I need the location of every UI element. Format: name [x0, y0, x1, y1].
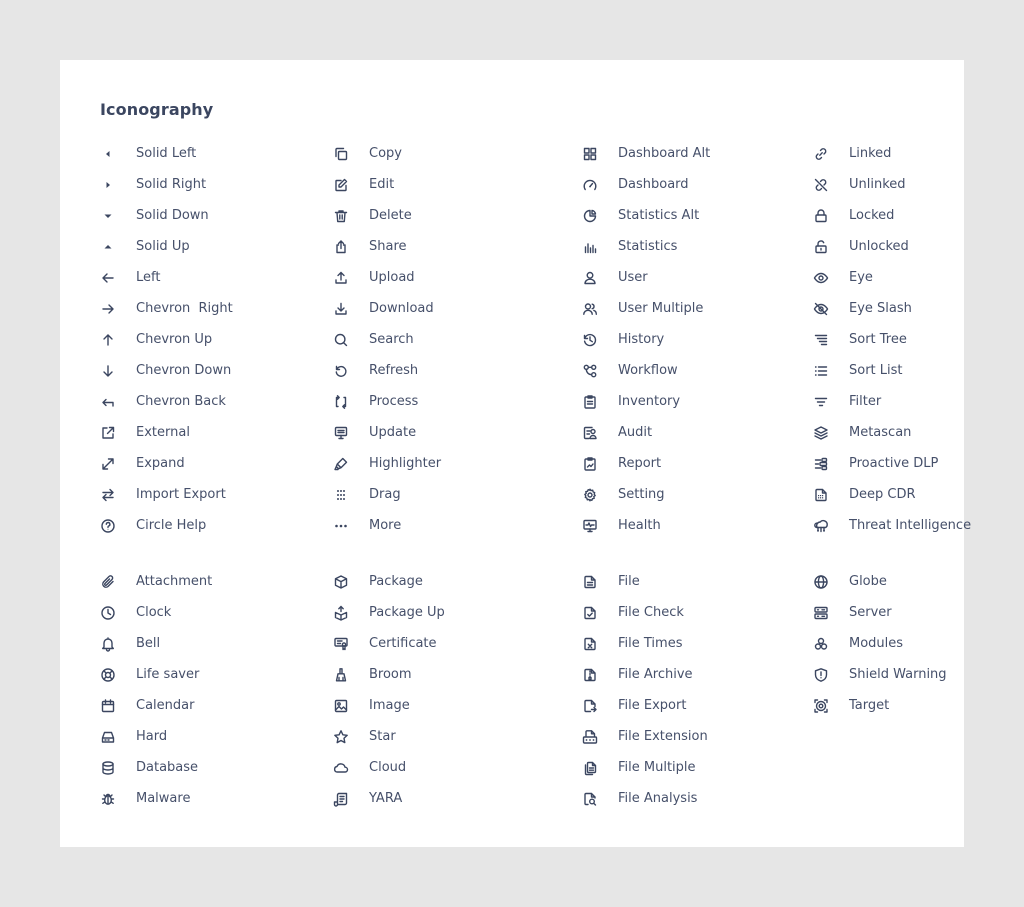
file-multiple-icon [582, 760, 598, 776]
inventory-icon [582, 394, 598, 410]
icon-section-objects-files [100, 566, 973, 814]
certificate-icon [333, 636, 349, 652]
icon-label: Database [136, 760, 199, 775]
icon-label: Hard [136, 729, 168, 744]
icon-label: Search [369, 332, 414, 347]
icon-item-threat-intelligence [813, 510, 973, 541]
threat-intelligence-icon [813, 518, 829, 534]
icon-label: History [618, 332, 665, 347]
clock-icon [100, 605, 116, 621]
icon-label: External [136, 425, 190, 440]
attachment-icon [100, 574, 116, 590]
icon-label: Edit [369, 177, 395, 192]
icon-label: Filter [849, 394, 882, 409]
workflow-icon [582, 363, 598, 379]
icon-item-update [333, 417, 582, 448]
icon-item-search [333, 324, 582, 355]
icon-label: Shield Warning [849, 667, 947, 682]
upload-icon [333, 270, 349, 286]
icon-label: Dashboard [618, 177, 689, 192]
icon-item-cloud [333, 752, 582, 783]
icon-item-linked [813, 138, 973, 169]
icon-label: File Extension [618, 729, 708, 744]
report-icon [582, 456, 598, 472]
icon-label: Target [849, 698, 890, 713]
icon-item-attachment [100, 566, 333, 597]
icon-item-copy [333, 138, 582, 169]
icon-item-delete [333, 200, 582, 231]
search-icon [333, 332, 349, 348]
icon-item-statistics [582, 231, 813, 262]
modules-icon [813, 636, 829, 652]
icon-label: Metascan [849, 425, 912, 440]
icon-item-file-times [582, 628, 813, 659]
icon-item-clock [100, 597, 333, 628]
arrow-down-icon [100, 363, 116, 379]
icon-item-life-saver [100, 659, 333, 690]
file-export-icon [582, 698, 598, 714]
icon-column [333, 138, 582, 541]
icon-item-solid-left [100, 138, 333, 169]
icon-item-dashboard-alt [582, 138, 813, 169]
icon-item-malware [100, 783, 333, 814]
icon-item-star [333, 721, 582, 752]
import-export-icon [100, 487, 116, 503]
icon-item-globe [813, 566, 973, 597]
dashboard-alt-icon [582, 146, 598, 162]
icon-item-sort-tree [813, 324, 973, 355]
statistics-alt-icon [582, 208, 598, 224]
file-analysis-icon [582, 791, 598, 807]
icon-item-eye [813, 262, 973, 293]
icon-item-file-export [582, 690, 813, 721]
icon-item-modules [813, 628, 973, 659]
icon-label: Import Export [136, 487, 226, 502]
arrow-up-icon [100, 332, 116, 348]
statistics-icon [582, 239, 598, 255]
icon-item-refresh [333, 355, 582, 386]
refresh-icon [333, 363, 349, 379]
circle-help-icon [100, 518, 116, 534]
eye-slash-icon [813, 301, 829, 317]
eye-icon [813, 270, 829, 286]
icon-item-package [333, 566, 582, 597]
icon-item-broom [333, 659, 582, 690]
icon-label: Solid Down [136, 208, 209, 223]
user-icon [582, 270, 598, 286]
update-icon [333, 425, 349, 441]
external-icon [100, 425, 116, 441]
icon-label: Delete [369, 208, 412, 223]
highlighter-icon [333, 456, 349, 472]
package-up-icon [333, 605, 349, 621]
icon-item-certificate [333, 628, 582, 659]
icon-item-report [582, 448, 813, 479]
icon-item-setting [582, 479, 813, 510]
icon-label: Package Up [369, 605, 445, 620]
drag-icon [333, 487, 349, 503]
icon-label: File Check [618, 605, 684, 620]
icon-label: Update [369, 425, 417, 440]
process-icon [333, 394, 349, 410]
icon-label: Statistics Alt [618, 208, 700, 223]
icon-label: File Archive [618, 667, 693, 682]
icon-item-audit [582, 417, 813, 448]
icon-label: Upload [369, 270, 415, 285]
edit-icon [333, 177, 349, 193]
icon-item-arrow-down [100, 355, 333, 386]
file-extension-icon [582, 729, 598, 745]
arrow-left-icon [100, 270, 116, 286]
dashboard-icon [582, 177, 598, 193]
icon-item-solid-down [100, 200, 333, 231]
icon-label: Cloud [369, 760, 407, 775]
icon-item-filter [813, 386, 973, 417]
icon-item-calendar [100, 690, 333, 721]
icon-label: Health [618, 518, 661, 533]
icon-label: Clock [136, 605, 172, 620]
icon-label: File [618, 574, 640, 589]
proactive-dlp-icon [813, 456, 829, 472]
malware-icon [100, 791, 116, 807]
icon-column [100, 566, 333, 814]
icon-item-file-archive [582, 659, 813, 690]
hard-drive-icon [100, 729, 116, 745]
icon-column [813, 566, 973, 814]
arrow-right-icon [100, 301, 116, 317]
icon-label: Report [618, 456, 662, 471]
icon-item-eye-slash [813, 293, 973, 324]
icon-label: Calendar [136, 698, 195, 713]
icon-item-solid-right [100, 169, 333, 200]
icon-label: Solid Left [136, 146, 197, 161]
file-archive-icon [582, 667, 598, 683]
icon-item-deep-cdr [813, 479, 973, 510]
icon-label: Inventory [618, 394, 681, 409]
icon-column [813, 138, 973, 541]
icon-item-user-multiple [582, 293, 813, 324]
icon-label: Chevron Right [136, 301, 233, 316]
icon-item-arrow-up [100, 324, 333, 355]
icon-label: Sort List [849, 363, 903, 378]
icon-label: Process [369, 394, 419, 409]
icon-label: Unlinked [849, 177, 906, 192]
icon-item-history [582, 324, 813, 355]
icon-item-arrow-left [100, 262, 333, 293]
icon-label: File Analysis [618, 791, 698, 806]
icon-label: Proactive DLP [849, 456, 939, 471]
icon-label: File Export [618, 698, 687, 713]
icon-label: Dashboard Alt [618, 146, 711, 161]
filter-icon [813, 394, 829, 410]
icon-item-statistics-alt [582, 200, 813, 231]
cloud-icon [333, 760, 349, 776]
unlinked-icon [813, 177, 829, 193]
icon-label: Workflow [618, 363, 678, 378]
life-saver-icon [100, 667, 116, 683]
icon-item-locked [813, 200, 973, 231]
icon-item-shield-warning [813, 659, 973, 690]
icon-item-unlocked [813, 231, 973, 262]
bell-icon [100, 636, 116, 652]
iconography-card [60, 60, 972, 847]
icon-label: Sort Tree [849, 332, 907, 347]
star-icon [333, 729, 349, 745]
icon-label: Share [369, 239, 407, 254]
server-icon [813, 605, 829, 621]
icon-label: Linked [849, 146, 892, 161]
sort-list-icon [813, 363, 829, 379]
icon-label: YARA [369, 791, 403, 806]
package-icon [333, 574, 349, 590]
file-icon [582, 574, 598, 590]
icon-item-external [100, 417, 333, 448]
icon-label: Image [369, 698, 410, 713]
icon-label: Left [136, 270, 161, 285]
icon-label: Chevron Up [136, 332, 213, 347]
health-icon [582, 518, 598, 534]
share-icon [333, 239, 349, 255]
image-icon [333, 698, 349, 714]
icon-column [582, 138, 813, 541]
icon-item-file-multiple [582, 752, 813, 783]
icon-item-image [333, 690, 582, 721]
icon-item-sort-list [813, 355, 973, 386]
icon-label: Certificate [369, 636, 437, 651]
icon-item-share [333, 231, 582, 262]
download-icon [333, 301, 349, 317]
icon-label: Download [369, 301, 434, 316]
icon-item-health [582, 510, 813, 541]
setting-icon [582, 487, 598, 503]
icon-label: Solid Right [136, 177, 207, 192]
calendar-icon [100, 698, 116, 714]
icon-item-drag [333, 479, 582, 510]
icon-label: Unlocked [849, 239, 909, 254]
file-times-icon [582, 636, 598, 652]
icon-item-edit [333, 169, 582, 200]
solid-up-icon [100, 239, 116, 255]
sort-tree-icon [813, 332, 829, 348]
database-icon [100, 760, 116, 776]
yara-icon [333, 791, 349, 807]
target-icon [813, 698, 829, 714]
icon-item-target [813, 690, 973, 721]
icon-item-arrow-right [100, 293, 333, 324]
icon-label: User Multiple [618, 301, 704, 316]
icon-item-import-export [100, 479, 333, 510]
delete-icon [333, 208, 349, 224]
icon-label: Deep CDR [849, 487, 916, 502]
icon-column [582, 566, 813, 814]
icon-label: File Times [618, 636, 683, 651]
icon-label: Malware [136, 791, 191, 806]
icon-label: Eye [849, 270, 873, 285]
icon-item-metascan [813, 417, 973, 448]
icon-item-highlighter [333, 448, 582, 479]
icon-label: Expand [136, 456, 185, 471]
icon-item-bell [100, 628, 333, 659]
icon-item-upload [333, 262, 582, 293]
icon-label: Audit [618, 425, 653, 440]
icon-label: Solid Up [136, 239, 190, 254]
icon-item-server [813, 597, 973, 628]
icon-label: Star [369, 729, 396, 744]
copy-icon [333, 146, 349, 162]
icon-label: Broom [369, 667, 412, 682]
audit-icon [582, 425, 598, 441]
icon-label: Copy [369, 146, 402, 161]
icon-label: Chevron Back [136, 394, 226, 409]
icon-item-expand [100, 448, 333, 479]
solid-right-icon [100, 177, 116, 193]
solid-down-icon [100, 208, 116, 224]
icon-column [100, 138, 333, 541]
page-title: Iconography [100, 100, 214, 119]
icon-item-file-extension [582, 721, 813, 752]
icon-section-navigation-actions [100, 138, 973, 541]
icon-label: Statistics [618, 239, 678, 254]
icon-item-inventory [582, 386, 813, 417]
icon-item-database [100, 752, 333, 783]
icon-label: Package [369, 574, 423, 589]
icon-label: Threat Intelligence [849, 518, 972, 533]
icon-item-proactive-dlp [813, 448, 973, 479]
broom-icon [333, 667, 349, 683]
icon-item-yara [333, 783, 582, 814]
more-icon [333, 518, 349, 534]
shield-warning-icon [813, 667, 829, 683]
user-multiple-icon [582, 301, 598, 317]
icon-item-file-analysis [582, 783, 813, 814]
icon-label: Refresh [369, 363, 419, 378]
icon-label: User [618, 270, 648, 285]
icon-label: Setting [618, 487, 665, 502]
icon-item-download [333, 293, 582, 324]
icon-label: Drag [369, 487, 401, 502]
icon-label: Highlighter [369, 456, 442, 471]
deep-cdr-icon [813, 487, 829, 503]
globe-icon [813, 574, 829, 590]
back-icon [100, 394, 116, 410]
icon-label: Bell [136, 636, 161, 651]
icon-column [333, 566, 582, 814]
expand-icon [100, 456, 116, 472]
icon-item-back [100, 386, 333, 417]
icon-label: Eye Slash [849, 301, 912, 316]
linked-icon [813, 146, 829, 162]
icon-item-package-up [333, 597, 582, 628]
icon-label: Server [849, 605, 892, 620]
file-check-icon [582, 605, 598, 621]
icon-label: Life saver [136, 667, 200, 682]
icon-label: More [369, 518, 402, 533]
icon-label: File Multiple [618, 760, 696, 775]
unlocked-icon [813, 239, 829, 255]
solid-left-icon [100, 146, 116, 162]
icon-item-more [333, 510, 582, 541]
icon-label: Modules [849, 636, 904, 651]
icon-label: Attachment [136, 574, 213, 589]
icon-item-file-check [582, 597, 813, 628]
icon-label: Globe [849, 574, 887, 589]
icon-label: Locked [849, 208, 895, 223]
icon-item-solid-up [100, 231, 333, 262]
locked-icon [813, 208, 829, 224]
icon-item-user [582, 262, 813, 293]
icon-label: Circle Help [136, 518, 207, 533]
history-icon [582, 332, 598, 348]
icon-item-process [333, 386, 582, 417]
icon-label: Chevron Down [136, 363, 232, 378]
icon-item-circle-help [100, 510, 333, 541]
icon-item-hard-drive [100, 721, 333, 752]
icon-item-file [582, 566, 813, 597]
icon-item-dashboard [582, 169, 813, 200]
icon-item-unlinked [813, 169, 973, 200]
metascan-icon [813, 425, 829, 441]
icon-item-workflow [582, 355, 813, 386]
